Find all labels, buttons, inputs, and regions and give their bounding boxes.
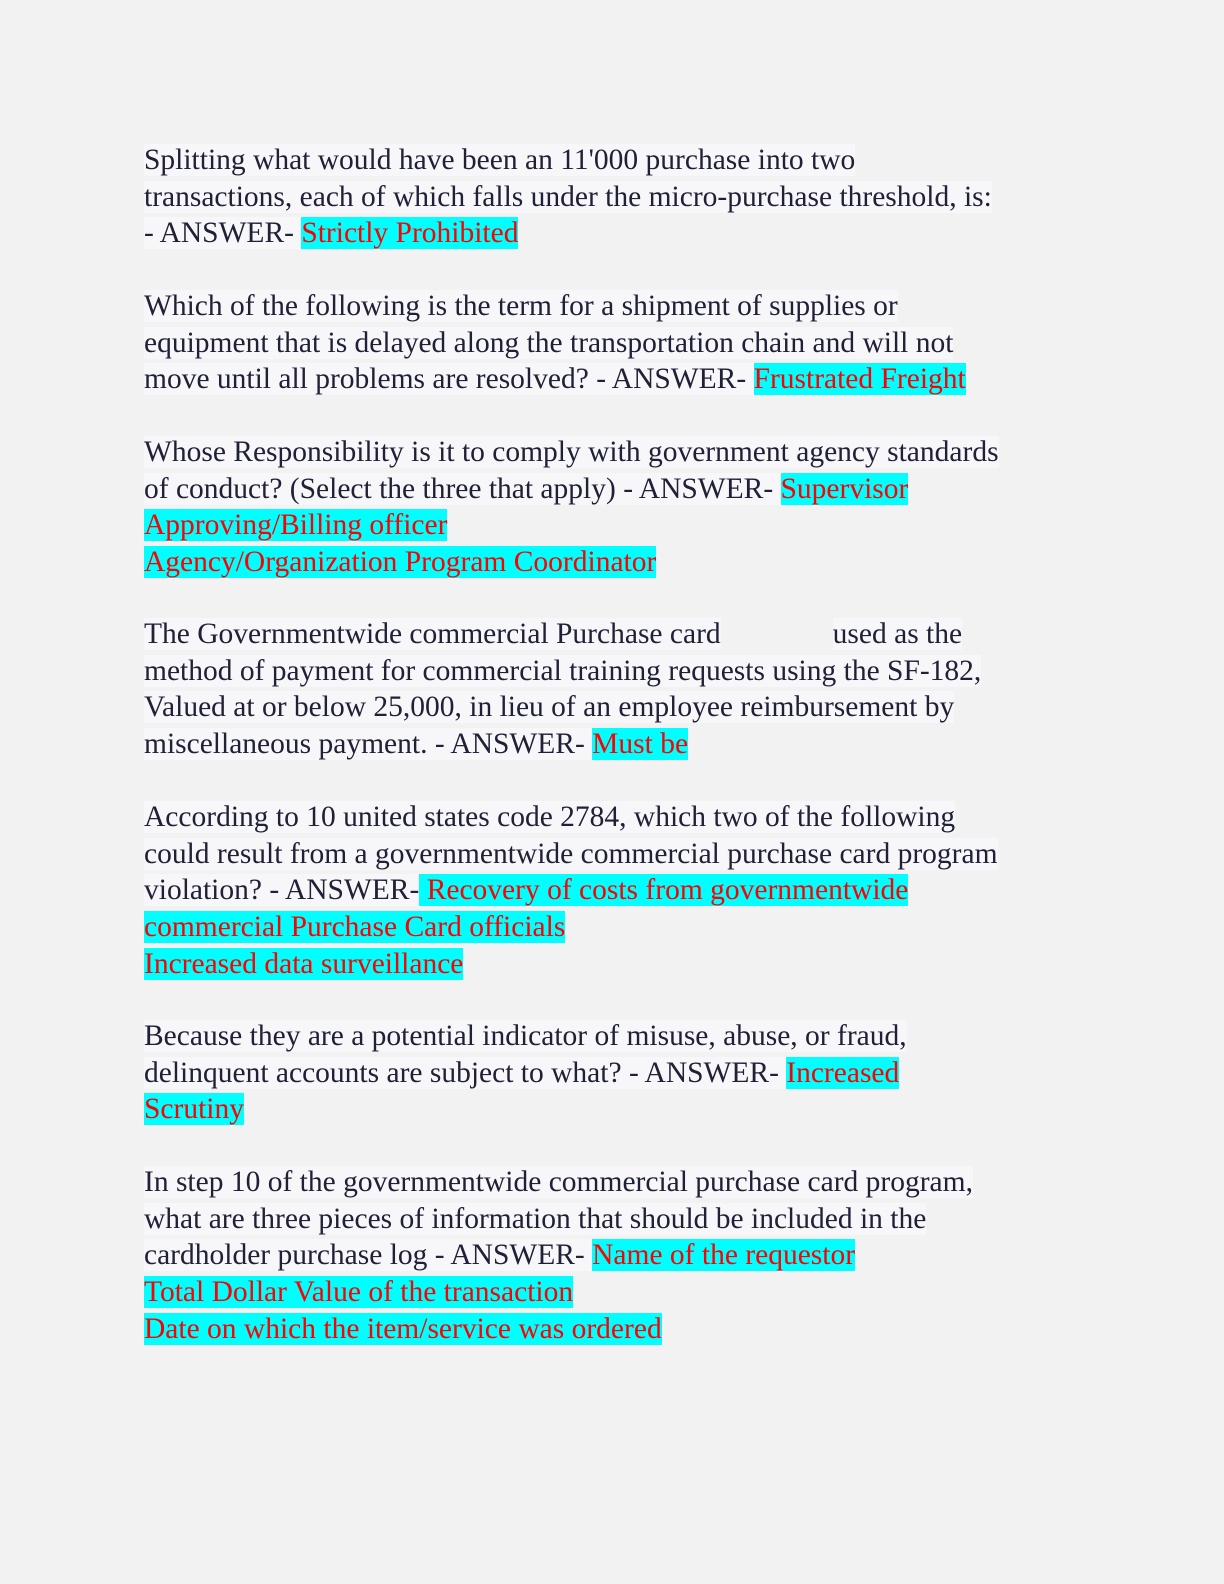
answer-text: Increased [786, 1056, 900, 1089]
answer-line [144, 1274, 1084, 1311]
answer-text: Increased data surveillance [144, 947, 464, 980]
question-line: miscellaneous payment. - ANSWER- Must be [144, 728, 689, 761]
question-line: cardholder purchase log - ANSWER- Name of the requestor [144, 1239, 856, 1272]
question-line: Valued at or below 25,000, in lieu of an employee reimbursement by [144, 691, 955, 724]
question-line: Which of the following is the term for a shipment of supplies or [144, 290, 898, 322]
answer-text: Approving/Billing officer [144, 509, 448, 542]
question-line: delinquent accounts are subject to what? - ANSWER- Increased [144, 1056, 900, 1089]
answer-marker: - ANSWER- [623, 472, 774, 505]
answer-text: Agency/Organization Program Coordinator [144, 546, 657, 579]
question-line: method of payment for commercial training requests using the SF-182, [144, 654, 982, 687]
qa-item-7 [144, 1164, 1084, 1347]
answer-marker: - ANSWER- [596, 363, 747, 396]
answer-marker: - ANSWER- [628, 1056, 779, 1089]
answer-text: commercial Purchase Card officials [144, 911, 566, 944]
question-line: Whose Responsibility is it to comply with government agency standards [144, 436, 999, 468]
question-line: of conduct? (Select the three that apply) - ANSWER- Supervisor [144, 472, 909, 505]
answer-line [144, 1091, 1084, 1128]
answer-text: Name of the requestor [592, 1239, 856, 1272]
answer-marker: - ANSWER- [144, 217, 294, 250]
answer-line [144, 909, 1084, 946]
question-line: move until all problems are resolved? - ANSWER- Frustrated Freight [144, 363, 966, 396]
qa-item-6 [144, 1018, 1084, 1128]
answer-text: Strictly Prohibited [301, 217, 519, 250]
question-line: According to 10 united states code 2784, which two of the following [144, 801, 956, 833]
answer-text: Scrutiny [144, 1093, 244, 1126]
question-line: In step 10 of the governmentwide commercial purchase card program, [144, 1166, 973, 1198]
question-line: could result from a governmentwide commercial purchase card program [144, 837, 998, 870]
qa-item-5 [144, 799, 1084, 982]
answer-marker: - ANSWER- [434, 728, 585, 761]
question-line [144, 215, 1084, 252]
question-line: violation? - ANSWER- Recovery of costs from governmentwide [144, 874, 909, 907]
question-line: The Governmentwide commercial Purchase card used as the [144, 618, 963, 650]
answer-line [144, 507, 1084, 544]
question-line: Splitting what would have been an 11'000 purchase into two [144, 144, 856, 176]
qa-item-3 [144, 434, 1084, 581]
answer-marker: - ANSWER- [269, 874, 420, 907]
answer-marker: - ANSWER- [434, 1239, 585, 1272]
question-line: equipment that is delayed along the transportation chain and will not [144, 326, 954, 359]
answer-text: Recovery of costs from governmentwide [426, 874, 909, 907]
qa-item-4 [144, 616, 1084, 763]
answer-line [144, 1311, 1084, 1348]
answer-line [144, 544, 1084, 581]
answer-text: Must be [592, 728, 689, 761]
answer-text: Date on which the item/service was ordered [144, 1312, 662, 1345]
answer-line [144, 946, 1084, 983]
qa-item-1 [144, 142, 1084, 252]
answer-text: Total Dollar Value of the transaction [144, 1276, 574, 1309]
answer-text: Frustrated Freight [753, 363, 966, 396]
answer-text: Supervisor [780, 472, 909, 505]
qa-item-2 [144, 288, 1084, 398]
question-line: what are three pieces of information that should be included in the [144, 1202, 927, 1235]
question-line: transactions, each of which falls under the micro-purchase threshold, is: [144, 180, 992, 213]
question-line: Because they are a potential indicator of misuse, abuse, or fraud, [144, 1020, 907, 1052]
